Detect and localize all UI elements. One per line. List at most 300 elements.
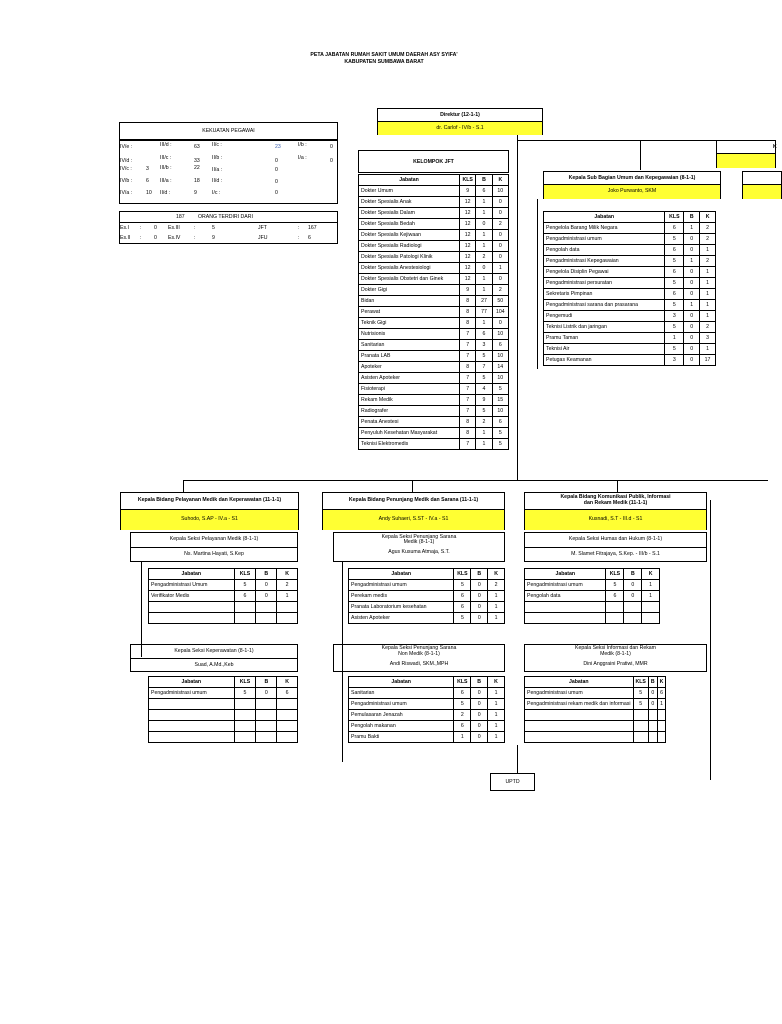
jft-row — [359, 219, 509, 230]
right-partial-band-2 — [743, 184, 781, 199]
jabatan-cell: Pengadministrasi umum — [525, 580, 606, 591]
jft-row — [359, 285, 509, 296]
jabatan-cell: Pengelola Disiplin Pegawai — [544, 267, 665, 278]
o-r0-2: 0 — [154, 225, 157, 231]
b1-row — [149, 613, 298, 624]
column-header: B — [256, 569, 277, 580]
jabatan-cell: Pranata Laboratorium kesehatan — [349, 602, 454, 613]
k-cell — [277, 732, 298, 743]
k-r2-e: II/a : — [212, 167, 223, 173]
k-cell — [657, 732, 666, 743]
kls-cell: 5 — [665, 278, 684, 289]
kls-cell: 7 — [460, 351, 476, 362]
k-r2-c: III/b : — [160, 165, 172, 171]
b2-row — [349, 613, 505, 624]
o-r0-8: 167 — [308, 225, 317, 231]
subbag-row — [544, 344, 716, 355]
k-cell: 2 — [492, 285, 508, 296]
kekuatan-body — [119, 140, 338, 204]
jabatan-cell: Pengadministrasi rekam medik dan informasi — [525, 699, 634, 710]
direktur-name: dr. Carlof - IV/b - S.1 — [436, 125, 484, 131]
k-cell: 6 — [657, 688, 666, 699]
bidang1-title: Kepala Bidang Pelayanan Medik dan Keperawatan (11-1-1) — [137, 497, 282, 503]
b-cell — [648, 710, 657, 721]
o-r0-1: : — [140, 225, 142, 231]
kls-cell — [234, 699, 256, 710]
b-cell: 2 — [476, 417, 492, 428]
kls-cell: 2 — [454, 710, 471, 721]
b3-seksi2-box — [524, 644, 707, 672]
o-r1-5: 9 — [212, 235, 215, 241]
k-cell: 1 — [642, 591, 660, 602]
jabatan-cell: Radiografer — [359, 406, 460, 417]
b-cell: 0 — [471, 613, 488, 624]
b-cell — [256, 710, 277, 721]
subbag-row — [544, 267, 716, 278]
k-cell — [277, 613, 298, 624]
jft-row — [359, 274, 509, 285]
jabatan-cell: Dokter Spesialis Radiologi — [359, 241, 460, 252]
b-cell: 5 — [476, 406, 492, 417]
b-cell: 4 — [476, 384, 492, 395]
k-cell: 6 — [277, 688, 298, 699]
subbag-box — [543, 171, 721, 199]
jft-row — [359, 186, 509, 197]
b-cell — [648, 721, 657, 732]
k-cell: 0 — [492, 318, 508, 329]
kls-cell — [633, 721, 648, 732]
b-cell: 0 — [471, 721, 488, 732]
kls-cell: 5 — [234, 580, 256, 591]
jabatan-cell: Dokter Umum — [359, 186, 460, 197]
jabatan-cell: Pengadministrasi umum — [349, 699, 454, 710]
b1-seksi1-title: Kepala Seksi Pelayanan Medik (8-1-1) — [169, 536, 259, 542]
b3-row — [525, 699, 666, 710]
k-cell: 17 — [700, 355, 716, 366]
b-cell: 1 — [476, 439, 492, 450]
jabatan-cell: Pengadministrasi umum — [149, 688, 235, 699]
subbag-row — [544, 311, 716, 322]
subbag-row — [544, 322, 716, 333]
b3-seksi1-title: Kepala Seksi Humas dan Hukum (8-1-1) — [568, 536, 663, 542]
jabatan-cell: Nutrisionis — [359, 329, 460, 340]
k-cell: 15 — [492, 395, 508, 406]
bidang2-box — [322, 492, 505, 530]
k-cell: 0 — [492, 197, 508, 208]
b2-seksi1-title2: Medik (8-1-1) — [403, 539, 435, 545]
k-cell: 5 — [492, 439, 508, 450]
jabatan-cell: Sanitarian — [349, 688, 454, 699]
column-header: Jabatan — [544, 212, 665, 223]
subbag-row — [544, 300, 716, 311]
column-header: Jabatan — [359, 175, 460, 186]
b-cell: 6 — [476, 329, 492, 340]
k-cell: 0 — [492, 252, 508, 263]
column-header: B — [648, 677, 657, 688]
k-cell: 2 — [700, 322, 716, 333]
right-partial-box-2 — [742, 171, 782, 199]
b3-seksi2-title2: Medik (8-1-1) — [600, 651, 631, 657]
column-header: Jabatan — [149, 569, 235, 580]
jabatan-cell: Dokter Spesialis Bedah — [359, 219, 460, 230]
bidang3-box — [524, 492, 707, 530]
kls-cell: 12 — [460, 208, 476, 219]
k-r4-e: I/c : — [212, 190, 221, 196]
k-cell: 1 — [488, 613, 505, 624]
b3-seksi2-title1: Kepala Seksi Informasi dan Rekam — [574, 645, 657, 651]
b1-row-header — [149, 677, 298, 688]
k-cell: 1 — [488, 721, 505, 732]
bidang2-title: Kepala Bidang Penunjang Medik dan Sarana (11-1-1) — [348, 497, 479, 503]
kls-cell: 8 — [460, 428, 476, 439]
b-cell: 0 — [684, 311, 700, 322]
k-cell: 3 — [700, 333, 716, 344]
k-cell: 1 — [488, 602, 505, 613]
kls-cell: 5 — [633, 699, 648, 710]
b3-row-header — [525, 677, 666, 688]
jft-row — [359, 263, 509, 274]
jabatan-cell: Pengadministrasi umum — [349, 580, 454, 591]
jabatan-cell — [149, 699, 235, 710]
b-cell: 2 — [476, 252, 492, 263]
b-cell: 0 — [684, 289, 700, 300]
subbag-row — [544, 278, 716, 289]
jabatan-cell: Bidan — [359, 296, 460, 307]
k-cell: 2 — [700, 223, 716, 234]
jabatan-cell: Teknisi Listrik dan jaringan — [544, 322, 665, 333]
column-header: K — [657, 677, 666, 688]
kls-cell: 8 — [460, 318, 476, 329]
uptd-label: UPTD — [505, 779, 520, 785]
k-cell: 1 — [700, 289, 716, 300]
jabatan-cell: Dokter Spesialis Anestesiologi — [359, 263, 460, 274]
k-r0-g: 0 — [330, 144, 333, 150]
k-cell: 1 — [488, 699, 505, 710]
b1-seksi2-box — [130, 644, 298, 672]
uptd-box — [490, 773, 535, 791]
k-cell: 2 — [700, 234, 716, 245]
jft-row — [359, 197, 509, 208]
k-cell: 6 — [492, 417, 508, 428]
k-cell: 1 — [488, 732, 505, 743]
b-cell: 1 — [476, 274, 492, 285]
jft-row — [359, 318, 509, 329]
b1-seksi2-div — [131, 658, 297, 659]
o-r0-3: Es.III — [168, 225, 180, 231]
jabatan-cell: Pengemudi — [544, 311, 665, 322]
kls-cell: 5 — [665, 344, 684, 355]
b-cell: 0 — [684, 322, 700, 333]
subbag-row — [544, 245, 716, 256]
b-cell: 0 — [476, 219, 492, 230]
jabatan-cell: Pengadministrasi Kepegawaian — [544, 256, 665, 267]
kls-cell: 5 — [665, 256, 684, 267]
k-cell: 5 — [492, 384, 508, 395]
connector-bidang1 — [183, 480, 184, 492]
k-cell: 10 — [492, 329, 508, 340]
o-r1-1: : — [140, 235, 142, 241]
b2-row — [349, 732, 505, 743]
k-cell: 1 — [488, 591, 505, 602]
kls-cell: 6 — [665, 267, 684, 278]
b-cell: 1 — [476, 285, 492, 296]
column-header: KLS — [633, 677, 648, 688]
b-cell — [648, 732, 657, 743]
k-cell: 6 — [492, 340, 508, 351]
k-r0-c: 63 — [194, 144, 200, 150]
column-header: B — [684, 212, 700, 223]
kls-cell: 6 — [454, 591, 471, 602]
jabatan-cell: Dokter Spesialis Anak — [359, 197, 460, 208]
kls-cell — [234, 613, 256, 624]
jft-row — [359, 351, 509, 362]
b-cell: 0 — [624, 580, 642, 591]
jabatan-cell: Pengadministrasi umum — [544, 234, 665, 245]
b2-row — [349, 591, 505, 602]
b-cell: 0 — [471, 580, 488, 591]
kls-cell — [633, 710, 648, 721]
jft-row — [359, 329, 509, 340]
jabatan-cell — [525, 613, 606, 624]
column-header: B — [471, 569, 488, 580]
jabatan-cell: Pengadministrasi umum — [525, 688, 634, 699]
k-r0-a: IV/e : — [120, 144, 133, 150]
k-r3-b: 6 — [146, 178, 149, 184]
kls-cell: 5 — [454, 580, 471, 591]
o-r0-5: 5 — [212, 225, 215, 231]
b-cell: 0 — [684, 278, 700, 289]
jabatan-cell: Perekam medis — [349, 591, 454, 602]
jabatan-cell: Sanitarian — [359, 340, 460, 351]
jabatan-cell: Pemulasaran Jenazah — [349, 710, 454, 721]
k-r3-f: 0 — [275, 179, 278, 185]
column-header: Jabatan — [525, 677, 634, 688]
bidang1-band — [121, 509, 298, 530]
jft-row — [359, 307, 509, 318]
o-r1-8: 6 — [308, 235, 311, 241]
kls-cell: 7 — [460, 439, 476, 450]
o-r1-7: : — [298, 235, 300, 241]
jabatan-cell: Petugas Keamanan — [544, 355, 665, 366]
column-header: KLS — [454, 569, 471, 580]
b-cell: 1 — [476, 208, 492, 219]
orang-divider — [120, 222, 337, 223]
bidang3-band — [525, 509, 706, 530]
jabatan-cell: Teknisi Elektromedis — [359, 439, 460, 450]
b3-row — [525, 688, 666, 699]
jft-row-header — [359, 175, 509, 186]
jabatan-cell: Asisten Apoteker — [349, 613, 454, 624]
subbag-name: Joko Purwanto, SKM — [607, 188, 657, 194]
bidang3-name: Kusnadi, S.T - III.d - S1 — [588, 516, 643, 522]
kls-cell: 6 — [454, 688, 471, 699]
k-r1-e: 0 — [275, 158, 278, 164]
jabatan-cell: Dokter Spesialis Dalam — [359, 208, 460, 219]
jabatan-cell — [149, 710, 235, 721]
jft-row — [359, 428, 509, 439]
b-cell: 1 — [476, 241, 492, 252]
subbag-name-band — [544, 184, 720, 199]
o-r1-4: : — [194, 235, 196, 241]
bidang2-band — [323, 509, 504, 530]
kls-cell: 7 — [460, 373, 476, 384]
b-cell — [256, 699, 277, 710]
k-r0-e: 23 — [275, 144, 281, 150]
k-r4-c: II/d : — [160, 190, 171, 196]
jabatan-cell — [525, 602, 606, 613]
b1-row — [149, 699, 298, 710]
b1-row — [149, 602, 298, 613]
k-r0-b: III/d : — [160, 142, 172, 148]
column-header: KLS — [454, 677, 471, 688]
jft-title: KELOMPOK JFT — [413, 159, 454, 165]
k-r2-a: IV/c : — [120, 166, 132, 172]
b3-row — [525, 591, 660, 602]
kls-cell: 12 — [460, 230, 476, 241]
k-cell — [657, 721, 666, 732]
k-r3-e: II/d : — [212, 178, 223, 184]
k-r2-f: 0 — [275, 167, 278, 173]
jabatan-cell: Sekretaris Pimpinan — [544, 289, 665, 300]
b2-row-header — [349, 677, 505, 688]
right-partial-label: K — [773, 144, 777, 150]
b2-seksi2-name: Andi Riswadi, SKM.,MPH — [389, 661, 449, 667]
jabatan-cell — [525, 732, 634, 743]
kls-cell: 12 — [460, 241, 476, 252]
b1-seksi1-div — [131, 547, 297, 548]
o-r1-3: Es.IV — [168, 235, 181, 241]
k-r3-c: III/a : — [160, 178, 172, 184]
k-cell — [277, 602, 298, 613]
k-cell: 1 — [642, 580, 660, 591]
b-cell: 0 — [648, 699, 657, 710]
kls-cell: 12 — [460, 197, 476, 208]
kls-cell: 5 — [633, 688, 648, 699]
subbag-row — [544, 289, 716, 300]
b2-row — [349, 710, 505, 721]
jabatan-cell: Apoteker — [359, 362, 460, 373]
jabatan-cell: Pramu Bakti — [349, 732, 454, 743]
kls-cell: 12 — [460, 274, 476, 285]
b-cell: 0 — [471, 699, 488, 710]
bidang3-title2: dan Rekam Medik (11-1-1) — [583, 500, 648, 506]
b1-row — [149, 580, 298, 591]
k-cell: 50 — [492, 296, 508, 307]
jft-row — [359, 373, 509, 384]
o-r0-6: JFT — [258, 225, 267, 231]
b-cell: 1 — [476, 318, 492, 329]
orang-label: ORANG TERDIRI DARI — [198, 214, 253, 220]
b-cell: 0 — [648, 688, 657, 699]
column-header: KLS — [234, 677, 256, 688]
b2-table1 — [348, 568, 505, 624]
jabatan-cell: Pengolah data — [544, 245, 665, 256]
b-cell: 1 — [476, 428, 492, 439]
jft-row — [359, 417, 509, 428]
b1-row — [149, 732, 298, 743]
jabatan-cell: Asisten Apoteker — [359, 373, 460, 384]
k-cell — [277, 699, 298, 710]
kls-cell: 5 — [606, 580, 624, 591]
kls-cell: 7 — [460, 329, 476, 340]
bidang1-box — [120, 492, 299, 530]
connector-uptd — [517, 745, 518, 773]
b3-connector — [710, 500, 711, 780]
k-cell — [277, 710, 298, 721]
k-r0-f: I/b : — [298, 142, 307, 148]
b-cell: 77 — [476, 307, 492, 318]
b-cell — [624, 602, 642, 613]
kls-cell: 5 — [234, 688, 256, 699]
b3-seksi2-name: Dini Anggraini Pratiwi, MMR — [583, 661, 648, 667]
kls-cell — [606, 602, 624, 613]
kls-cell: 6 — [606, 591, 624, 602]
subbag-row-header — [544, 212, 716, 223]
o-r0-7: : — [298, 225, 300, 231]
kls-cell: 12 — [460, 263, 476, 274]
kls-cell: 1 — [665, 333, 684, 344]
orang-total: 187 — [176, 214, 185, 220]
orang-box — [119, 211, 338, 244]
b1-seksi1-box — [130, 532, 298, 562]
jft-row — [359, 296, 509, 307]
b2-row — [349, 699, 505, 710]
k-cell: 2 — [488, 580, 505, 591]
jft-row — [359, 362, 509, 373]
b1-table2 — [148, 676, 298, 743]
connector-bidang3 — [617, 480, 618, 492]
b3-row-header — [525, 569, 660, 580]
b-cell: 0 — [256, 580, 277, 591]
kekuatan-header — [119, 122, 338, 140]
k-cell: 1 — [277, 591, 298, 602]
kls-cell — [606, 613, 624, 624]
b-cell: 0 — [471, 602, 488, 613]
kls-cell — [234, 710, 256, 721]
b-cell — [256, 602, 277, 613]
kls-cell: 8 — [460, 307, 476, 318]
k-r4-d: 9 — [194, 190, 197, 196]
jabatan-cell: Pengadministrasi sarana dan prasarana — [544, 300, 665, 311]
k-cell: 104 — [492, 307, 508, 318]
b-cell: 0 — [684, 344, 700, 355]
o-r0-0: Es.I — [120, 225, 129, 231]
column-header: K — [277, 677, 298, 688]
k-cell: 2 — [277, 580, 298, 591]
jft-row — [359, 252, 509, 263]
b3-table2 — [524, 676, 666, 743]
kekuatan-title: KEKUATAN PEGAWAI — [202, 128, 255, 134]
k-cell: 1 — [700, 267, 716, 278]
b1-connector — [141, 562, 142, 657]
bidang1-name: Suhodo, S.AP - IV.a - S1 — [181, 516, 238, 522]
kls-cell: 8 — [460, 417, 476, 428]
kls-cell — [633, 732, 648, 743]
b3-seksi1-div — [525, 547, 706, 548]
right-partial-box — [716, 140, 776, 168]
b3-row — [525, 721, 666, 732]
b3-row — [525, 613, 660, 624]
jabatan-cell — [525, 710, 634, 721]
b3-seksi1-name: M. Slamet Fitrajaya, S.Kep. - III/b - S.1 — [571, 551, 660, 557]
kls-cell: 3 — [665, 311, 684, 322]
k-cell: 1 — [700, 344, 716, 355]
b2-table2 — [348, 676, 505, 743]
b-cell — [624, 613, 642, 624]
b2-row — [349, 580, 505, 591]
jft-row — [359, 439, 509, 450]
jabatan-cell: Teknik Gigi — [359, 318, 460, 329]
